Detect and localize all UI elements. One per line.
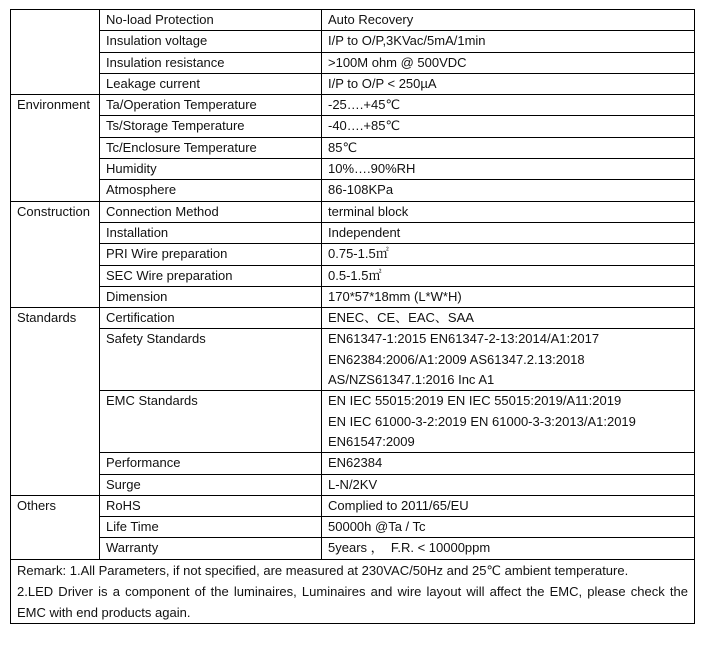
table-row — [11, 222, 695, 243]
table-row — [11, 116, 695, 137]
param-value: 86-108KPa — [322, 180, 695, 201]
param-label: Ta/Operation Temperature — [100, 95, 322, 116]
table-row — [11, 52, 695, 73]
table-row — [11, 137, 695, 158]
value-line: EN IEC 55015:2019 EN IEC 55015:2019/A11:2019 — [328, 393, 622, 409]
table-row — [11, 265, 695, 286]
param-label: Safety Standards — [100, 329, 322, 391]
param-label: Humidity — [100, 159, 322, 180]
table-row — [11, 201, 695, 222]
value-line: EN61347-1:2015 EN61347-2-13:2014/A1:2017 — [328, 331, 600, 347]
param-value: ENEC、CE、EAC、SAA — [322, 308, 695, 329]
table-row — [11, 538, 695, 559]
table-row — [11, 495, 695, 516]
table-row — [11, 453, 695, 474]
param-value: -25….+45℃ — [322, 95, 695, 116]
table-row — [11, 31, 695, 52]
value-line: EN61547:2009 — [328, 433, 415, 449]
category-others: Others — [11, 495, 100, 559]
table-row — [11, 159, 695, 180]
param-label: Surge — [100, 474, 322, 495]
remark-line: Remark: 1.All Parameters, if not specified, are measured at 230VAC/50Hz and 25℃ ambient temperature. — [17, 562, 629, 578]
spec-sheet — [10, 9, 695, 624]
param-value: Independent — [322, 222, 695, 243]
param-label: Performance — [100, 453, 322, 474]
param-value: I/P to O/P < 250µA — [322, 73, 695, 94]
remark-row — [11, 559, 695, 623]
param-value: 5years ， F.R. < 10000ppm — [322, 538, 695, 559]
param-value-multiline — [322, 329, 695, 391]
category-environment: Environment — [11, 95, 100, 201]
param-label: Insulation resistance — [100, 52, 322, 73]
table-row — [11, 474, 695, 495]
table-row — [11, 517, 695, 538]
table-row — [11, 244, 695, 265]
spec-table — [10, 9, 695, 624]
category-standards: Standards — [11, 308, 100, 496]
param-label: Tc/Enclosure Temperature — [100, 137, 322, 158]
param-value: 85℃ — [322, 137, 695, 158]
param-label: Life Time — [100, 517, 322, 538]
param-label: Atmosphere — [100, 180, 322, 201]
param-value: -40….+85℃ — [322, 116, 695, 137]
category-construction: Construction — [11, 201, 100, 307]
table-row — [11, 391, 695, 453]
table-row — [11, 10, 695, 31]
value-line: AS/NZS61347.1:2016 Inc A1 — [328, 372, 495, 388]
param-label: Warranty — [100, 538, 322, 559]
param-label: Leakage current — [100, 73, 322, 94]
param-value: Complied to 2011/65/EU — [322, 495, 695, 516]
param-label: No-load Protection — [100, 10, 322, 31]
table-row — [11, 180, 695, 201]
param-value: I/P to O/P,3KVac/5mA/1min — [322, 31, 695, 52]
param-label: Installation — [100, 222, 322, 243]
param-label: EMC Standards — [100, 391, 322, 453]
table-row — [11, 286, 695, 307]
param-label: RoHS — [100, 495, 322, 516]
table-row — [11, 329, 695, 391]
param-value: >100M ohm @ 500VDC — [322, 52, 695, 73]
param-value: 0.75-1.5㎡ — [322, 244, 695, 265]
param-value: terminal block — [322, 201, 695, 222]
param-value: 170*57*18mm (L*W*H) — [322, 286, 695, 307]
remark-cell — [11, 559, 695, 623]
param-value-multiline — [322, 391, 695, 453]
param-value: 0.5-1.5㎡ — [322, 265, 695, 286]
remark-line: EMC with end products again. — [17, 604, 191, 620]
remark-line: 2.LED Driver is a component of the luminaires, Luminaires and wire layout will affect the EMC, please check the — [17, 583, 688, 599]
param-value: Auto Recovery — [322, 10, 695, 31]
param-label: Certification — [100, 308, 322, 329]
table-row — [11, 73, 695, 94]
value-line: EN IEC 61000-3-2:2019 EN 61000-3-3:2013/A1:2019 — [328, 413, 636, 429]
param-label: PRI Wire preparation — [100, 244, 322, 265]
param-label: Connection Method — [100, 201, 322, 222]
param-value: L-N/2KV — [322, 474, 695, 495]
value-line: EN62384:2006/A1:2009 AS61347.2.13:2018 — [328, 351, 585, 367]
table-row — [11, 95, 695, 116]
param-value: 50000h @Ta / Tc — [322, 517, 695, 538]
category-cell-empty — [11, 10, 100, 95]
param-label: Ts/Storage Temperature — [100, 116, 322, 137]
param-label: Insulation voltage — [100, 31, 322, 52]
param-label: SEC Wire preparation — [100, 265, 322, 286]
param-value: EN62384 — [322, 453, 695, 474]
param-label: Dimension — [100, 286, 322, 307]
table-row — [11, 308, 695, 329]
param-value: 10%….90%RH — [322, 159, 695, 180]
